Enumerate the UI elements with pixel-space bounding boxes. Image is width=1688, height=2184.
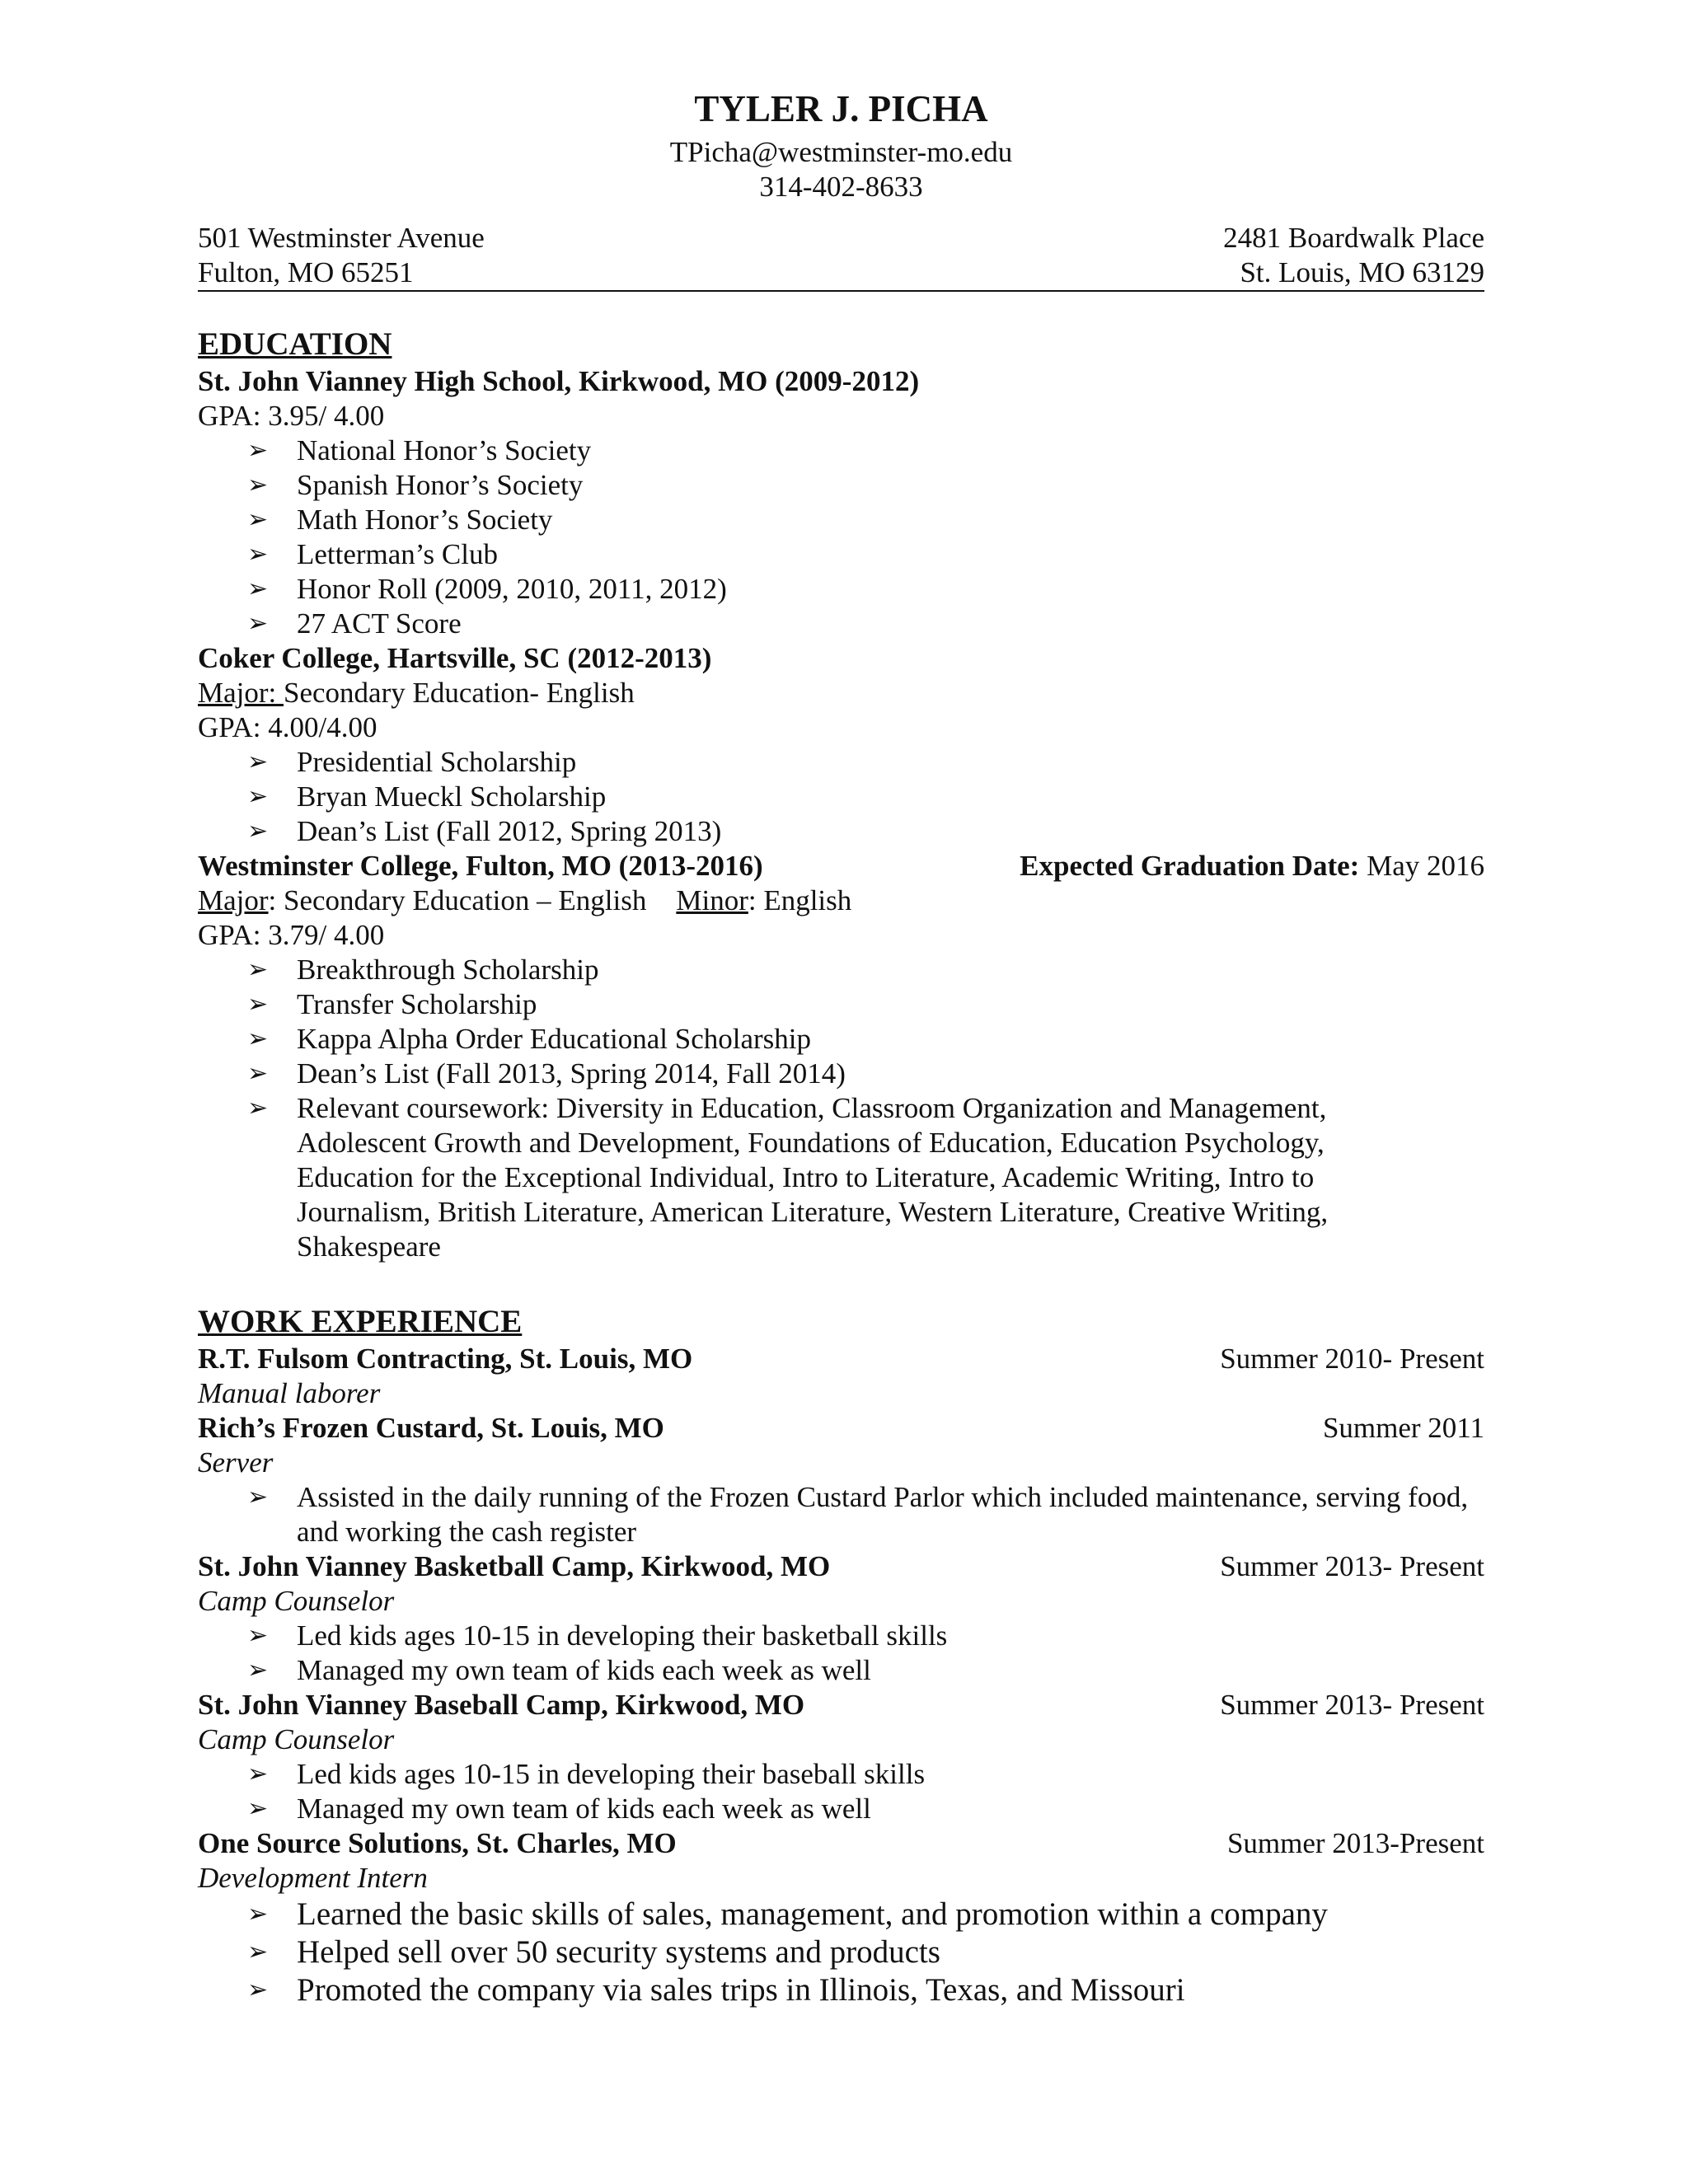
list-item: [247, 780, 1484, 814]
school-name: St. John Vianney High School, Kirkwood, MO (2009-2012): [198, 365, 920, 397]
address-left: [198, 221, 485, 290]
arrow-bullet-icon: ➢: [247, 1938, 269, 1966]
list-item-text: National Honor’s Society: [297, 434, 592, 466]
arrow-bullet-icon: ➢: [247, 506, 269, 533]
list-item-text: 27 ACT Score: [297, 607, 462, 640]
job-dates: Summer 2011: [1322, 1412, 1484, 1444]
resume-page: [198, 82, 1484, 2009]
job-bullets: [198, 1480, 1484, 1549]
list-item-text: Math Honor’s Society: [297, 504, 553, 536]
list-item: [247, 953, 1484, 987]
school-name: Westminster College, Fulton, MO (2013-2016): [198, 850, 763, 882]
arrow-bullet-icon: ➢: [247, 1900, 269, 1928]
arrow-bullet-icon: ➢: [247, 1060, 269, 1087]
major-value: : Secondary Education – English: [268, 884, 647, 916]
phone: 314-402-8633: [759, 171, 923, 203]
list-item-text: Learned the basic skills of sales, management, and promotion within a company: [297, 1896, 1328, 1932]
list-item: [247, 814, 1484, 849]
arrow-bullet-icon: ➢: [247, 1094, 269, 1122]
list-item-text: Letterman’s Club: [297, 538, 498, 570]
arrow-bullet-icon: ➢: [247, 610, 269, 637]
list-item: [247, 1022, 1484, 1057]
address-right-line-2: St. Louis, MO 63129: [1240, 256, 1484, 288]
job-dates: Summer 2013- Present: [1220, 1550, 1484, 1582]
employer: R.T. Fulsom Contracting, St. Louis, MO: [198, 1343, 693, 1375]
list-item-text: Bryan Mueckl Scholarship: [297, 780, 607, 813]
school-major: [198, 676, 1484, 710]
arrow-bullet-icon: ➢: [247, 1622, 269, 1649]
list-item: [247, 1619, 1484, 1653]
address-right-line-1: 2481 Boardwalk Place: [1223, 222, 1484, 254]
list-item: [247, 434, 1484, 468]
arrow-bullet-icon: ➢: [247, 1795, 269, 1822]
address-row: [198, 221, 1484, 290]
employer: St. John Vianney Basketball Camp, Kirkwood, MO: [198, 1550, 831, 1582]
list-item-text: Presidential Scholarship: [297, 746, 577, 778]
work-experience-heading: WORK EXPERIENCE: [198, 1304, 523, 1339]
list-item: [247, 537, 1484, 572]
job-bullets: [198, 1896, 1484, 2009]
minor-label: Minor: [676, 884, 748, 916]
address-right: [1223, 221, 1484, 290]
school-gpa: GPA: 4.00/4.00: [198, 711, 377, 743]
list-item-text: Assisted in the daily running of the Frozen Custard Parlor which included maintenance, serving food, and working the cash register: [297, 1481, 1469, 1548]
list-item: [247, 1896, 1484, 1933]
list-item: [247, 503, 1484, 537]
employer: One Source Solutions, St. Charles, MO: [198, 1827, 677, 1859]
list-item: [247, 1653, 1484, 1688]
list-item: [247, 468, 1484, 503]
list-item-text: Managed my own team of kids each week as well: [297, 1793, 871, 1825]
job-role: Server: [198, 1446, 274, 1479]
job-role: Development Intern: [198, 1862, 428, 1894]
school-name: Coker College, Hartsville, SC (2012-2013): [198, 642, 712, 674]
list-item-text: Led kids ages 10-15 in developing their baseball skills: [297, 1758, 926, 1790]
arrow-bullet-icon: ➢: [247, 956, 269, 983]
minor-value: : English: [748, 884, 852, 916]
school-bullets: [198, 434, 1484, 641]
arrow-bullet-icon: ➢: [247, 818, 269, 845]
arrow-bullet-icon: ➢: [247, 1657, 269, 1684]
list-item-text: Promoted the company via sales trips in Illinois, Texas, and Missouri: [297, 1972, 1185, 2008]
list-item: [247, 1057, 1484, 1091]
job-dates: Summer 2013- Present: [1220, 1689, 1484, 1721]
address-left-line-1: 501 Westminster Avenue: [198, 222, 485, 254]
list-item-text: Breakthrough Scholarship: [297, 954, 599, 986]
candidate-name: TYLER J. PICHA: [694, 88, 988, 129]
arrow-bullet-icon: ➢: [247, 1025, 269, 1052]
arrow-bullet-icon: ➢: [247, 991, 269, 1018]
list-item: [247, 1971, 1484, 2009]
arrow-bullet-icon: ➢: [247, 783, 269, 810]
list-item-text: Honor Roll (2009, 2010, 2011, 2012): [297, 573, 727, 605]
school-major-minor: [198, 883, 1484, 918]
job-header-row: [198, 1411, 1484, 1446]
job-role: Camp Counselor: [198, 1723, 395, 1755]
graduation-label: Expected Graduation Date:: [1020, 850, 1360, 882]
job-header-row: [198, 1826, 1484, 1861]
job-bullets: [198, 1619, 1484, 1688]
job-header-row: [198, 1342, 1484, 1376]
job-header-row: [198, 1688, 1484, 1722]
school-bullets: [198, 745, 1484, 849]
list-item: [247, 1480, 1484, 1549]
school-bullets: [198, 953, 1484, 1264]
email: TPicha@westminster-mo.edu: [669, 136, 1013, 168]
list-item: [247, 607, 1484, 641]
list-item-text: Spanish Honor’s Society: [297, 469, 584, 501]
list-item: [247, 1933, 1484, 1971]
graduation-date: [1020, 849, 1484, 883]
job-role: Camp Counselor: [198, 1585, 395, 1617]
list-item: [247, 987, 1484, 1022]
job-dates: Summer 2010- Present: [1220, 1343, 1484, 1375]
list-item: [247, 1757, 1484, 1792]
arrow-bullet-icon: ➢: [247, 1976, 269, 2004]
school-header-row: [198, 849, 1484, 883]
arrow-bullet-icon: ➢: [247, 748, 269, 776]
major-label: Major: [198, 884, 269, 916]
arrow-bullet-icon: ➢: [247, 575, 269, 602]
job-dates: Summer 2013-Present: [1226, 1827, 1484, 1859]
major-label: Major:: [198, 677, 284, 709]
list-item-text: Led kids ages 10-15 in developing their basketball skills: [297, 1619, 948, 1652]
list-item-text: Relevant coursework: Diversity in Education, Classroom Organization and Management, Adolescent Growth and Development, Foundations of Education, Education Psychology, Education for the Exceptional Individual, Intro to Literature, Academic Writing, Intro to Journalism, British Literature, American Literature, Western Literature, Creative Writing, Shakespeare: [297, 1092, 1329, 1263]
job-role: Manual laborer: [198, 1377, 381, 1409]
header-divider: [198, 290, 1484, 292]
arrow-bullet-icon: ➢: [247, 1760, 269, 1788]
arrow-bullet-icon: ➢: [247, 471, 269, 499]
address-left-line-2: Fulton, MO 65251: [198, 256, 414, 288]
list-item: [247, 1091, 1484, 1264]
arrow-bullet-icon: ➢: [247, 437, 269, 464]
list-item-text: Dean’s List (Fall 2012, Spring 2013): [297, 815, 722, 847]
job-header-row: [198, 1549, 1484, 1584]
education-heading: EDUCATION: [198, 326, 392, 362]
list-item-text: Managed my own team of kids each week as well: [297, 1654, 871, 1686]
arrow-bullet-icon: ➢: [247, 541, 269, 568]
major-value: Secondary Education- English: [284, 677, 635, 709]
graduation-value: May 2016: [1359, 850, 1484, 882]
list-item-text: Helped sell over 50 security systems and products: [297, 1934, 940, 1970]
arrow-bullet-icon: ➢: [247, 1483, 269, 1511]
employer: St. John Vianney Baseball Camp, Kirkwood, MO: [198, 1689, 805, 1721]
employer: Rich’s Frozen Custard, St. Louis, MO: [198, 1412, 664, 1444]
list-item: [247, 1792, 1484, 1826]
list-item-text: Dean’s List (Fall 2013, Spring 2014, Fall 2014): [297, 1057, 846, 1090]
school-gpa: GPA: 3.79/ 4.00: [198, 919, 385, 951]
job-bullets: [198, 1757, 1484, 1826]
list-item: [247, 572, 1484, 607]
list-item-text: Kappa Alpha Order Educational Scholarship: [297, 1023, 811, 1055]
list-item-text: Transfer Scholarship: [297, 988, 537, 1020]
list-item: [247, 745, 1484, 780]
school-gpa: GPA: 3.95/ 4.00: [198, 400, 385, 432]
